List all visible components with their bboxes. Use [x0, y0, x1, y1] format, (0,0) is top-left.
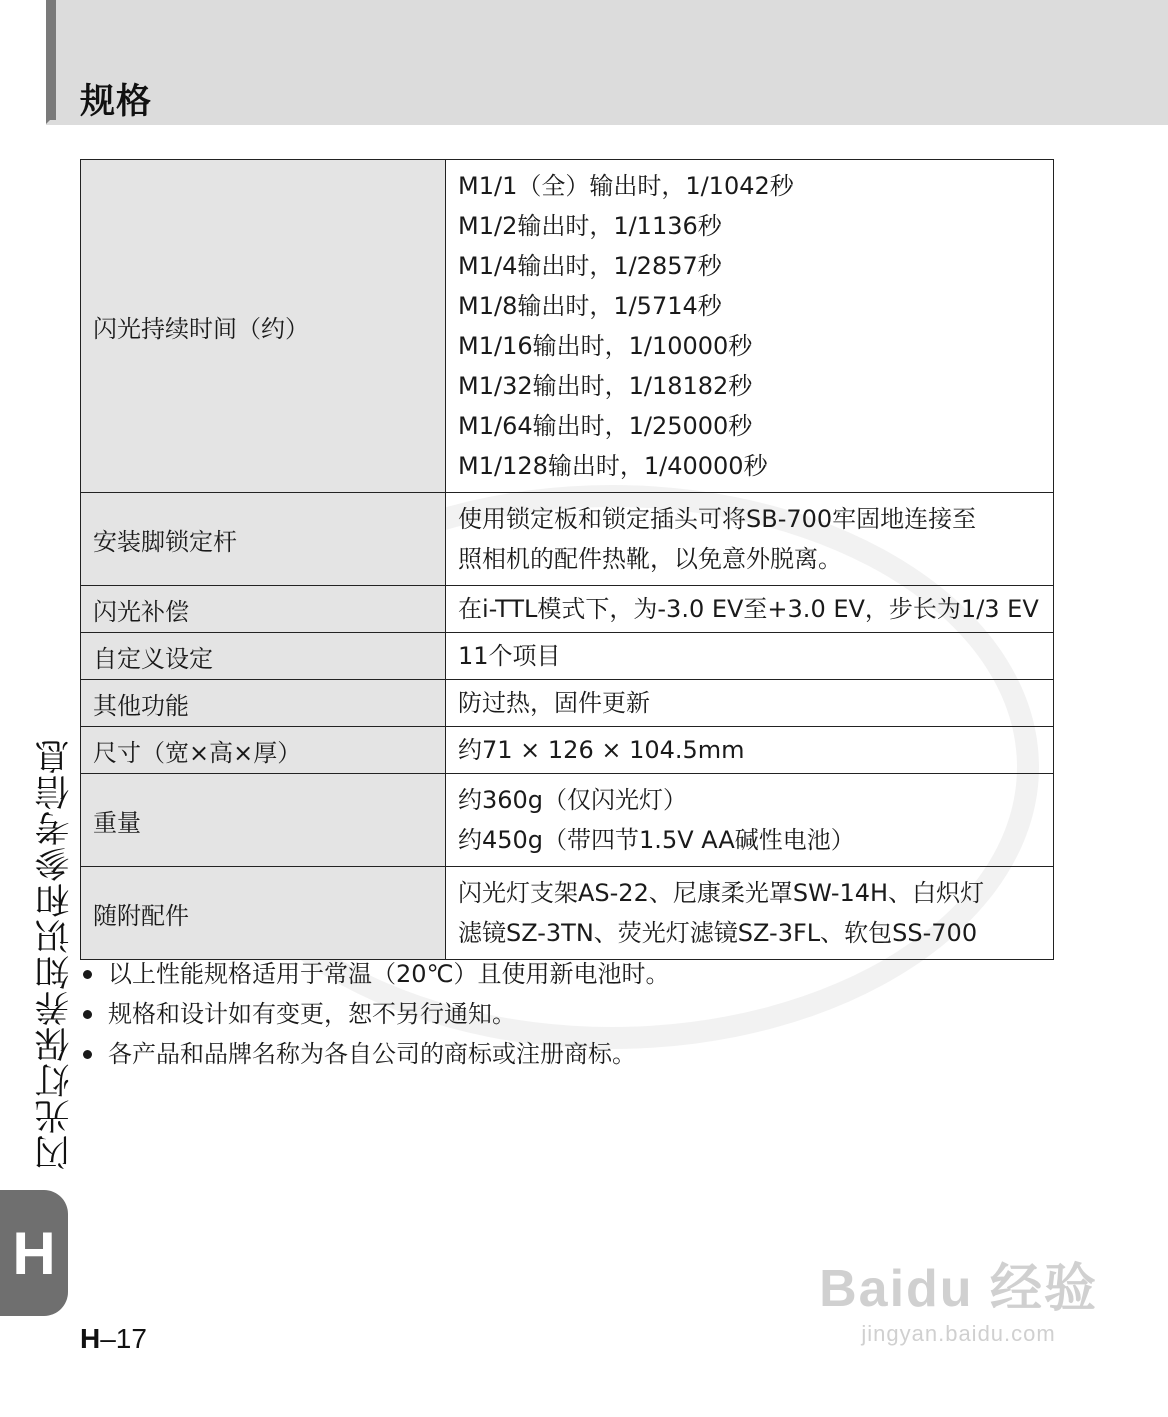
- spec-value-line: M1/16输出时，1/10000秒: [458, 332, 753, 360]
- spec-row-dimensions: [81, 727, 1054, 774]
- page-number: [80, 1323, 147, 1355]
- spec-label: 重量: [81, 774, 446, 867]
- spec-row-flash-duration: [81, 160, 1054, 493]
- spec-label: 随附配件: [81, 867, 446, 960]
- spec-value: [446, 160, 1054, 493]
- page-title: 规格: [80, 82, 153, 122]
- spec-value-line: M1/4输出时，1/2857秒: [458, 252, 722, 280]
- watermark-logo: [819, 1246, 1098, 1347]
- spec-label: 闪光补偿: [81, 586, 446, 633]
- spec-value-line: 使用锁定板和锁定插头可将SB-700牢固地连接至: [458, 505, 977, 533]
- spec-value: [446, 774, 1054, 867]
- watermark-domain: jingyan.baidu.com: [861, 1321, 1056, 1346]
- note-item: 以上性能规格适用于常温（20℃）且使用新电池时。: [80, 954, 1040, 994]
- note-item: 各产品和品牌名称为各自公司的商标或注册商标。: [80, 1034, 1040, 1074]
- spec-row-other-functions: [81, 680, 1054, 727]
- header-accent-tip: [46, 114, 56, 124]
- spec-row-custom-settings: [81, 633, 1054, 680]
- note-item: 规格和设计如有变更，恕不另行通知。: [80, 994, 1040, 1034]
- spec-value: [446, 493, 1054, 586]
- spec-value-line: 防过热，固件更新: [458, 689, 650, 717]
- spec-value-line: 11个项目: [458, 642, 561, 670]
- spec-label: 自定义设定: [81, 633, 446, 680]
- spec-value: [446, 586, 1054, 633]
- spec-value-line: 约360g（仅闪光灯）: [458, 786, 688, 814]
- notes-list: [80, 954, 1040, 1074]
- spec-value-line: 约450g（带四节1.5V AA碱性电池）: [458, 826, 855, 854]
- spec-value: [446, 867, 1054, 960]
- header-band: [46, 0, 1168, 125]
- spec-value-line: M1/64输出时，1/25000秒: [458, 412, 753, 440]
- spec-value-line: 照相机的配件热靴，以免意外脱离。: [458, 545, 842, 573]
- page-number-section: H: [80, 1323, 101, 1354]
- spec-row-supplied-accessories: [81, 867, 1054, 960]
- spec-value-line: M1/1（全）输出时，1/1042秒: [458, 172, 794, 200]
- spec-value: [446, 680, 1054, 727]
- spec-value-line: M1/32输出时，1/18182秒: [458, 372, 753, 400]
- spec-label: 闪光持续时间（约）: [81, 160, 446, 493]
- spec-value: [446, 633, 1054, 680]
- spec-label: 其他功能: [81, 680, 446, 727]
- spec-label: 安装脚锁定杆: [81, 493, 446, 586]
- spec-row-flash-compensation: [81, 586, 1054, 633]
- section-tab: H: [0, 1190, 68, 1316]
- spec-row-mounting-foot-lock: [81, 493, 1054, 586]
- spec-row-weight: [81, 774, 1054, 867]
- spec-table: [80, 159, 1054, 960]
- spec-value-line: 闪光灯支架AS-22、尼康柔光罩SW-14H、白炽灯: [458, 879, 985, 907]
- header-accent-bar: [46, 0, 56, 120]
- side-section-caption: 闪光灯保养知识和参考信息: [35, 738, 75, 1170]
- spec-value: [446, 727, 1054, 774]
- spec-value-line: 滤镜SZ-3TN、荧光灯滤镜SZ-3FL、软包SS-700: [458, 919, 978, 947]
- spec-value-line: 约71 × 126 × 104.5mm: [458, 736, 745, 764]
- spec-value-line: M1/128输出时，1/40000秒: [458, 452, 768, 480]
- spec-label: 尺寸（宽×高×厚）: [81, 727, 446, 774]
- page-number-value: –17: [100, 1323, 147, 1354]
- watermark-brand: Baidu 经验: [819, 1260, 1098, 1318]
- spec-value-line: 在i-TTL模式下，为-3.0 EV至+3.0 EV，步长为1/3 EV: [458, 595, 1039, 623]
- spec-value-line: M1/8输出时，1/5714秒: [458, 292, 722, 320]
- spec-value-line: M1/2输出时，1/1136秒: [458, 212, 722, 240]
